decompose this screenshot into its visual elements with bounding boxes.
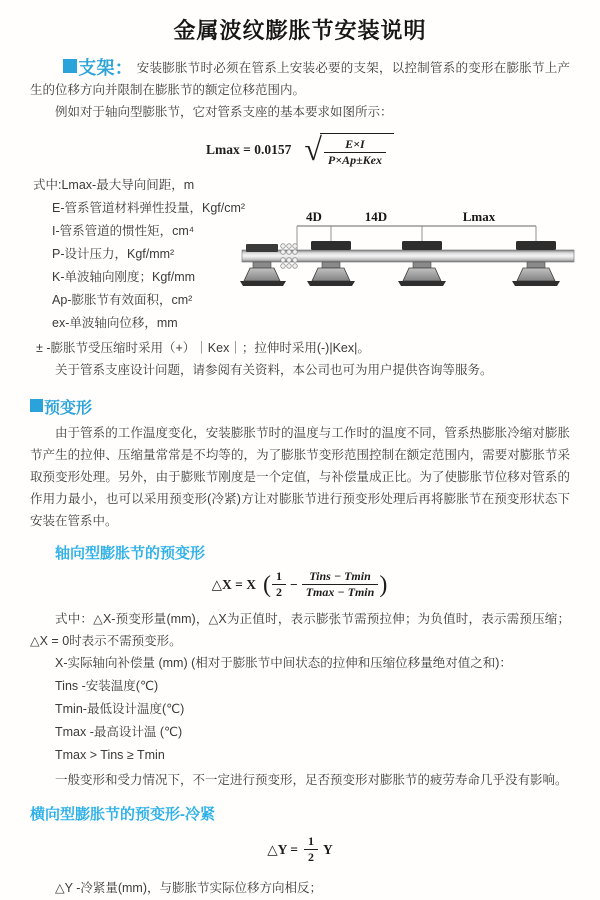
predeform-body: 由于管系的工作温度变化，安装膨胀节时的温度与工作时的温度不同，管系热膨胀冷缩对膨胀节产生的拉伸、压缩量常常是不均等的，为了膨胀节变形范围控制在额定范围内，需要对膨胀节采取预变形处理。另外，由于膨账节刚度是一个定值，与补偿量成正比。为了使膨胀节位移对管系的作用力最小，也可以采用预变形(冷紧)方让对膨胀节进行预变形处理后再将膨胀节在预变形状态下安装在管系中。	[30, 426, 570, 528]
sign-convention-note: ± -膨胀节受压缩时采用（+）｜Kex｜；拉伸时采用(-)|Kex|。	[36, 341, 370, 355]
minus-operator: −	[290, 576, 298, 592]
section-square-icon	[30, 399, 43, 412]
lmax-formula-denominator: P×Ap±Kex	[327, 153, 382, 167]
axial-formula-temp-fraction	[302, 569, 379, 600]
fraction-numerator: 1	[272, 569, 286, 585]
lmax-formula-numerator: E×I	[324, 137, 386, 153]
axial-item: X-实际轴向补偿量 (mm) (相对于膨胀节中间状态的拉伸和压缩位移量绝对值之和)：	[55, 656, 512, 670]
support-intro-paragraph	[30, 57, 570, 101]
definition-line: K-单波轴向刚度；Kgf/mm	[52, 270, 196, 284]
pipe-support-diagram	[240, 204, 592, 300]
predeform-section-heading-row	[30, 395, 570, 418]
dim-label-4d: 4D	[306, 209, 322, 224]
axial-closing-note: 一般变形和受力情况下，不一定进行预变形，足否预变形对膨胀节的疲劳寿命几乎没有影响。	[55, 773, 568, 787]
pipe	[242, 250, 574, 262]
lmax-formula-lhs: Lmax = 0.0157	[206, 141, 292, 157]
lateral-subsection-heading: 横向型膨胀节的预变形-冷紧	[30, 806, 215, 823]
fraction-denominator: 2	[307, 850, 314, 864]
support-example-line: 例如对于轴向型膨胀节，它对管系支座的基本要求如图所示：	[55, 105, 393, 119]
axial-formula	[30, 569, 570, 600]
fraction-numerator: 1	[304, 834, 318, 850]
predeform-section-heading: 预变形	[44, 400, 93, 417]
fraction-denominator: Tmax − Tmin	[305, 585, 375, 599]
page-title: 金属波纹膨胀节安装说明	[173, 18, 427, 43]
close-paren: )	[379, 571, 388, 598]
definition-line: I-管系管道的惯性矩，cm⁴	[52, 224, 195, 238]
lmax-formula	[30, 131, 570, 168]
consulting-note: 关于管系支座设计问题，请参阅有关资料，本公司也可为用户提供咨询等服务。	[55, 363, 493, 377]
axial-item: Tins -安装温度(℃)	[55, 679, 159, 693]
definition-line: Ap-膨胀节有效面积，cm²	[52, 293, 193, 307]
sqrt-radical-icon: √	[304, 130, 322, 167]
fraction-denominator: 2	[276, 585, 282, 599]
axial-subsection-heading: 轴向型膨胀节的预变形	[55, 545, 206, 562]
lateral-formula-suffix: Y	[322, 841, 333, 857]
dim-label-lmax: Lmax	[462, 209, 496, 224]
lateral-formula	[30, 834, 570, 865]
lateral-formula-prefix: △Y =	[267, 841, 298, 857]
axial-formula-half-fraction	[272, 569, 286, 600]
definition-line: E-管系管道材料弹性投量，Kgf/cm²	[52, 201, 246, 215]
lmax-formula-root	[320, 133, 394, 168]
guide-support	[307, 241, 355, 286]
section-square-icon	[63, 59, 77, 73]
lateral-formula-fraction	[304, 834, 318, 865]
dim-label-14d: 14D	[364, 209, 388, 224]
open-paren: (	[263, 571, 271, 598]
definition-line: 式中:Lmax-最大导向间距，m	[33, 178, 195, 192]
axial-item: Tmin-最低设计温度(℃)	[55, 702, 185, 716]
fraction-numerator: Tins − Tmin	[302, 569, 379, 585]
definitions-and-diagram	[30, 174, 570, 337]
lateral-note: △Y -冷紧量(mm)，与膨胀节实际位移方向相反；	[55, 881, 323, 895]
definition-line: ex-单波轴向位移，mm	[52, 316, 178, 330]
guide-support	[398, 241, 446, 286]
definition-line: P-设计压力，Kgf/mm²	[52, 247, 175, 261]
support-intro-text: 安装膨胀节时必须在管系上安装必要的支架，以控制管系的变形在膨胀节上产生的位移方向并限制在膨胀节的额定位移范围内。	[30, 61, 570, 97]
axial-formula-explanation: 式中：△X-预变形量(mm)，△X为正值时，表示膨张节需预拉伸；为负值时，表示需预压缩；△X = 0时表示不需预变形。	[30, 612, 570, 648]
support-section-heading: 支架：	[78, 58, 133, 78]
axial-item: Tmax -最高设计温 (℃)	[55, 725, 183, 739]
axial-item: Tmax > Tins ≥ Tmin	[55, 748, 165, 762]
guide-support	[512, 241, 560, 286]
axial-formula-prefix: △X = X	[211, 576, 256, 592]
lmax-formula-fraction	[324, 137, 386, 168]
